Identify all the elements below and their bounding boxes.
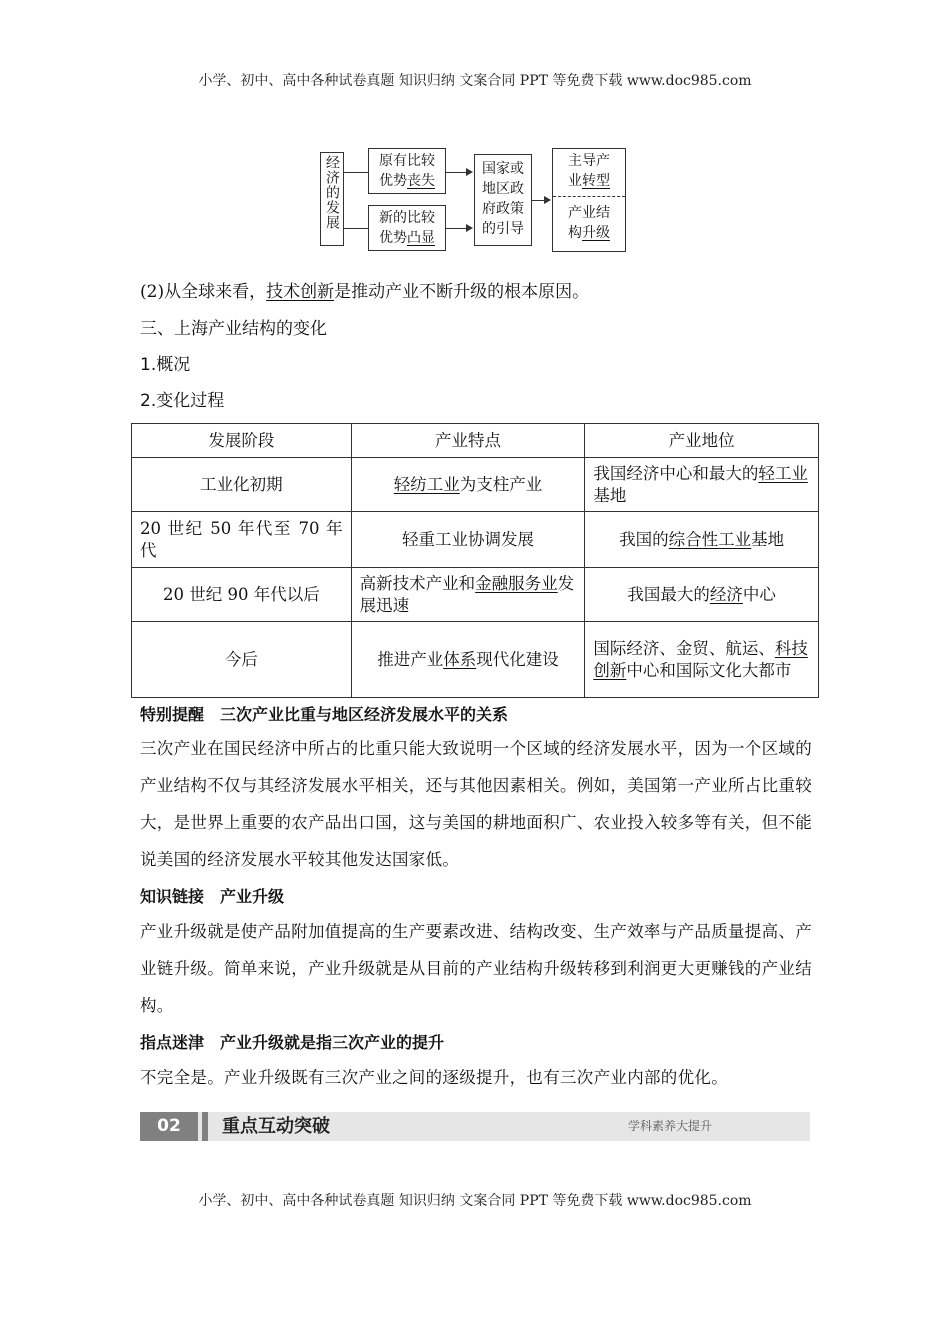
diagram-lost-underline: 丧失 [407,173,435,189]
tip-1-title: 特别提醒 三次产业比重与地区经济发展水平的关系 [140,705,509,724]
table-cell-status: 我国的综合性工业基地 [585,512,819,568]
table-header: 产业地位 [585,424,819,458]
tip-3-body: 不完全是。产业升级既有三次产业之间的逐级提升，也有三次产业内部的优化。 [140,1068,728,1087]
section-separator [202,1112,208,1141]
table-cell-status: 国际经济、金贸、航运、科技创新中心和国际文化大都市 [585,622,819,698]
diagram-new-underline: 凸显 [407,230,435,246]
section-bar [140,1112,810,1141]
table-cell-feature: 轻重工业协调发展 [351,512,585,568]
diagram-arrow-1 [466,168,473,176]
table-cell-status: 我国经济中心和最大的轻工业基地 [585,458,819,512]
diagram-transform-underline: 转型 [582,173,610,189]
section-3-title: 三、上海产业结构的变化 [140,319,327,339]
diagram-economy-label: 经济的发展 [324,155,340,230]
diagram-transform-cell [553,149,625,197]
diagram-lost-line2: 优势丧失 [379,173,435,189]
table-row [132,568,819,622]
industry-upgrade-diagram [318,144,630,254]
diagram-arrow-2 [466,224,473,232]
table-row [132,458,819,512]
page-header: 小学、初中、高中各种试卷真题 知识归纳 文案合同 PPT 等免费下载 www.doc985.com [198,73,752,89]
diagram-lost-advantage-box [368,148,446,194]
item-1-heading: 1.概况 [140,355,191,375]
tip-2-title: 知识链接 产业升级 [140,887,285,906]
table-cell-stage: 工业化初期 [132,458,352,512]
table-cell-feature: 轻纺工业为支柱产业 [351,458,585,512]
diagram-policy-box [474,154,532,246]
diagram-policy-line2: 地区政 [482,181,524,197]
table-cell-feature: 推进产业体系现代化建设 [351,622,585,698]
diagram-new-advantage-box [368,205,446,251]
diagram-policy-line4: 的引导 [482,221,524,237]
diagram-upgrade-line2: 构升级 [568,225,610,241]
diagram-new-line2: 优势凸显 [379,230,435,246]
table-cell-stage: 20 世纪 90 年代以后 [132,568,352,622]
diagram-result-box [552,148,626,252]
diagram-upgrade-cell [553,197,625,243]
diagram-economy-box [320,152,344,246]
table-cell-stage: 今后 [132,622,352,698]
diagram-transform-line1: 主导产 [568,153,610,169]
table-header: 发展阶段 [132,424,352,458]
diagram-arrow-3 [544,196,551,204]
diagram-lost-line1: 原有比较 [379,153,435,169]
section-title: 重点互动突破 [222,1116,330,1137]
table-row [132,512,819,568]
section-subtitle: 学科素养大提升 [627,1119,712,1133]
item-2-heading: 2.变化过程 [140,391,225,411]
table-cell-feature: 高新技术产业和金融服务业发展迅速 [351,568,585,622]
table-row [132,622,819,698]
diagram-policy-line3: 府政策 [482,201,524,217]
shanghai-industry-table [131,423,819,698]
tip-3-title: 指点迷津 产业升级就是指三次产业的提升 [140,1033,445,1052]
diagram-policy-line1: 国家或 [482,161,524,177]
point-2: (2)从全球来看，技术创新是推动产业不断升级的根本原因。 [140,282,590,302]
tip-1-body: 三次产业在国民经济中所占的比重只能大致说明一个区域的经济发展水平，因为一个区域的产业结构不仅与其经济发展水平相关，还与其他因素相关。例如，美国第一产业所占比重较大，是世界上重要的农产品出口国，这与美国的耕地面积广、农业投入较多等有关，但不能说美国的经济发展水平较其他发达国家低。 [140,739,812,869]
point-2-underlined: 技术创新 [266,282,335,302]
diagram-new-line1: 新的比较 [379,210,435,226]
table-header-row [132,424,819,458]
diagram-upgrade-line1: 产业结 [568,205,610,221]
diagram-upgrade-underline: 升级 [582,225,610,241]
page-footer: 小学、初中、高中各种试卷真题 知识归纳 文案合同 PPT 等免费下载 www.doc985.com [198,1193,752,1209]
section-number: 02 [140,1112,198,1141]
table-header: 产业特点 [351,424,585,458]
table-cell-status: 我国最大的经济中心 [585,568,819,622]
tip-2-body: 产业升级就是使产品附加值提高的生产要素改进、结构改变、生产效率与产品质量提高、产业链升级。简单来说，产业升级就是从目前的产业结构升级转移到利润更大更赚钱的产业结构。 [140,922,812,1015]
table-cell-stage: 20 世纪 50 年代至 70 年代 [132,512,352,568]
diagram-transform-line2: 业转型 [568,173,610,189]
